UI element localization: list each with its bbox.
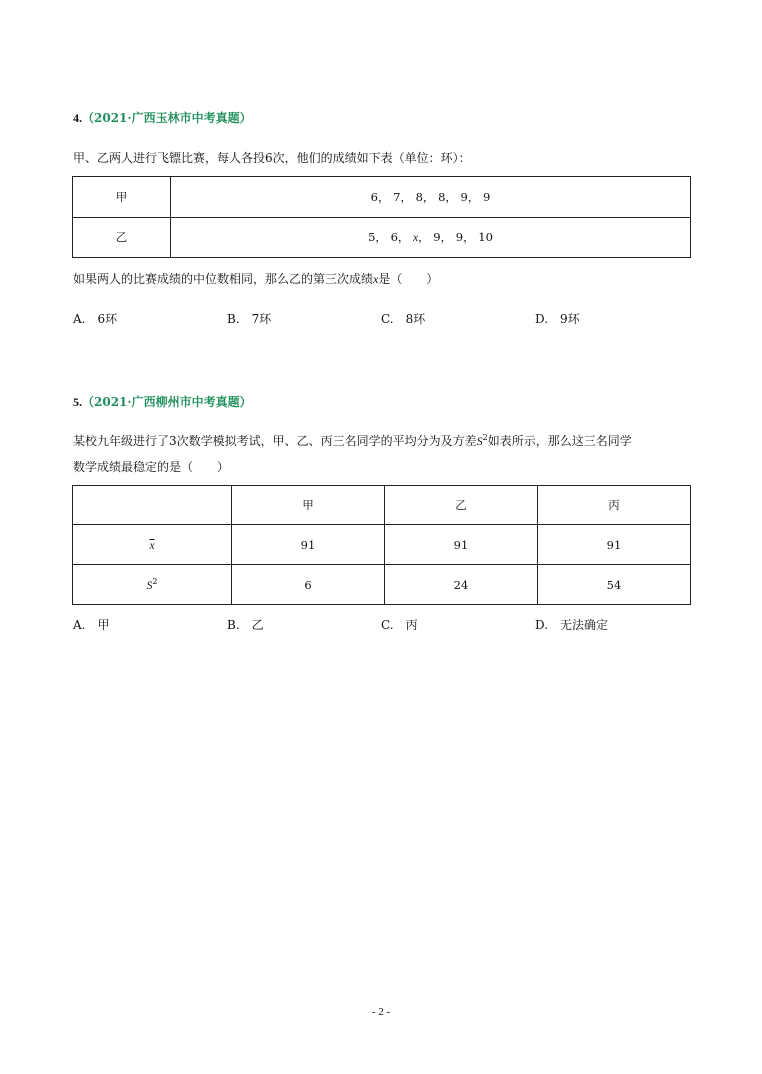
q5-variance-cell: 24 [385, 565, 538, 605]
page-number: - 2 - [371, 1006, 391, 1018]
q5-option-d[interactable]: D. 无法确定 [535, 618, 609, 632]
q4-stem: 甲、乙两人进行飞镖比赛，每人各投6次，他们的成绩如下表（单位：环）： [73, 151, 471, 165]
q4-row-label: 乙 [73, 217, 171, 258]
q4-option-d[interactable]: D. 9环 [535, 312, 580, 326]
q5-variance-cell: 54 [538, 565, 691, 605]
table-row [73, 177, 691, 218]
q5-header-cell [73, 486, 232, 525]
q4-row-label: 甲 [73, 177, 171, 218]
q5-header-cell: 乙 [385, 486, 538, 525]
q4-row-scores: 6， 7， 8， 8， 9， 9 [171, 177, 691, 218]
table-row [73, 565, 691, 605]
q5-header [73, 393, 252, 410]
q4-question: 如果两人的比赛成绩的中位数相同，那么乙的第三次成绩x是（ ） [73, 272, 439, 286]
q5-header-cell: 丙 [538, 486, 691, 525]
q5-mean-cell: 91 [385, 525, 538, 565]
variable-x: x [373, 272, 379, 286]
variable-x: x [413, 232, 419, 245]
q5-stem-line1: 某校九年级进行了3次数学模拟考试，甲、乙、丙三名同学的平均分为及方差$S^2$如表所示，那么这三名同学 [73, 433, 632, 448]
q4-score-table [72, 176, 691, 258]
q5-option-a[interactable]: A. 甲 [73, 618, 110, 632]
table-row [73, 525, 691, 565]
q4-option-a[interactable]: A. 6环 [73, 312, 118, 326]
q5-option-b[interactable]: B. 乙 [227, 618, 264, 632]
q5-header-cell: 甲 [232, 486, 385, 525]
q5-source: （2021·广西柳州市中考真题） [82, 395, 252, 409]
q5-stats-table [72, 485, 691, 605]
variance-symbol: S [476, 434, 483, 448]
q4-row-scores: 5， 6， x， 9， 9， 10 [171, 217, 691, 258]
q5-mean-label: $\overline{x}$ [73, 525, 232, 565]
q4-source: （2021·广西玉林市中考真题） [82, 111, 252, 125]
q5-variance-label: $S^2$ [73, 565, 232, 605]
q4-option-c[interactable]: C. 8环 [381, 312, 426, 326]
q5-variance-cell: 6 [232, 565, 385, 605]
q4-header [73, 109, 252, 126]
q5-stem-line2: 数学成绩最稳定的是（ ） [73, 460, 230, 474]
q5-option-c[interactable]: C. 丙 [381, 618, 418, 632]
q4-number: 4. [73, 111, 82, 125]
q4-option-b[interactable]: B. 7环 [227, 312, 272, 326]
q5-mean-cell: 91 [538, 525, 691, 565]
q5-number: 5. [73, 395, 82, 409]
q5-mean-cell: 91 [232, 525, 385, 565]
table-row [73, 217, 691, 258]
table-row [73, 486, 691, 525]
